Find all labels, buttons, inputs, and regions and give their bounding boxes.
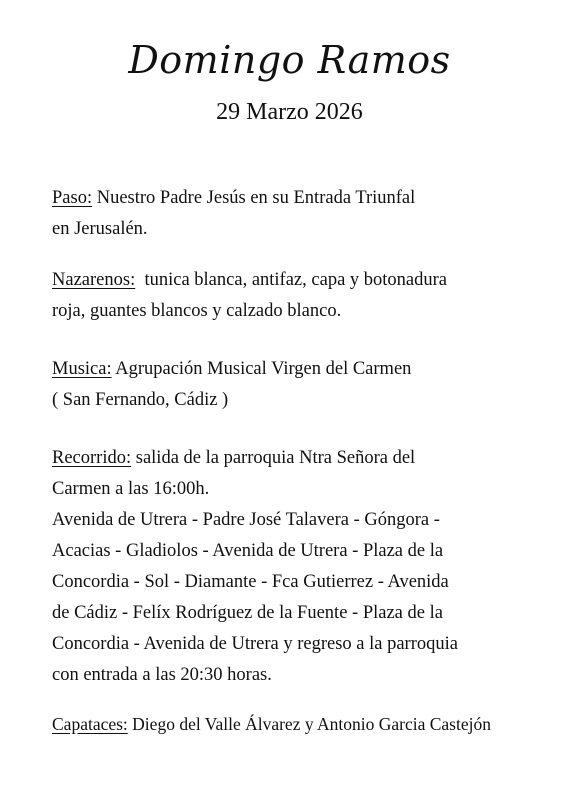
recorrido-text-7: Concordia - Avenida de Utrera y regreso a la parroquia bbox=[52, 634, 458, 654]
recorrido-label: Recorrido: bbox=[52, 448, 132, 468]
recorrido-text-6: de Cádiz - Felíx Rodríguez de la Fuente - Plaza de la bbox=[52, 603, 443, 623]
musica-section bbox=[52, 354, 557, 416]
paso-line-1 bbox=[52, 183, 557, 214]
recorrido-section bbox=[52, 443, 557, 691]
capataces-line-1 bbox=[52, 709, 557, 740]
paso-section bbox=[52, 183, 557, 245]
nazarenos-text-2: roja, guantes blancos y calzado blanco. bbox=[52, 301, 342, 321]
recorrido-text-8: con entrada a las 20:30 horas. bbox=[52, 665, 272, 685]
capataces-text-1: Diego del Valle Álvarez y Antonio Garcia Castejón bbox=[127, 714, 491, 734]
nazarenos-text-1: tunica blanca, antifaz, capa y botonadura bbox=[135, 270, 447, 290]
recorrido-text-2: Carmen a las 16:00h. bbox=[52, 479, 210, 499]
musica-label: Musica: bbox=[52, 359, 112, 379]
musica-text-1: Agrupación Musical Virgen del Carmen bbox=[111, 359, 412, 379]
nazarenos-label: Nazarenos: bbox=[52, 270, 136, 290]
recorrido-text-1: salida de la parroquia Ntra Señora del bbox=[131, 448, 416, 468]
recorrido-text-3: Avenida de Utrera - Padre José Talavera - Góngora - bbox=[52, 510, 440, 530]
recorrido-text-4: Acacias - Gladiolos - Avenida de Utrera - Plaza de la bbox=[52, 541, 444, 561]
paso-text-1: Nuestro Padre Jesús en su Entrada Triunfal bbox=[92, 188, 416, 208]
musica-text-2: ( San Fernando, Cádiz ) bbox=[52, 390, 229, 410]
musica-line-1 bbox=[52, 354, 557, 385]
recorrido-line-1 bbox=[52, 443, 557, 474]
capataces-label: Capataces: bbox=[52, 714, 128, 734]
paso-text-2: en Jerusalén. bbox=[52, 219, 148, 239]
capataces-section bbox=[52, 709, 557, 740]
page-title: Domingo Ramos bbox=[128, 38, 451, 82]
event-date: 29 Marzo 2026 bbox=[216, 99, 363, 125]
recorrido-text-5: Concordia - Sol - Diamante - Fca Gutierrez - Avenida bbox=[52, 572, 449, 592]
nazarenos-section bbox=[52, 265, 557, 327]
nazarenos-line-1 bbox=[52, 265, 557, 296]
paso-label: Paso: bbox=[52, 188, 93, 208]
